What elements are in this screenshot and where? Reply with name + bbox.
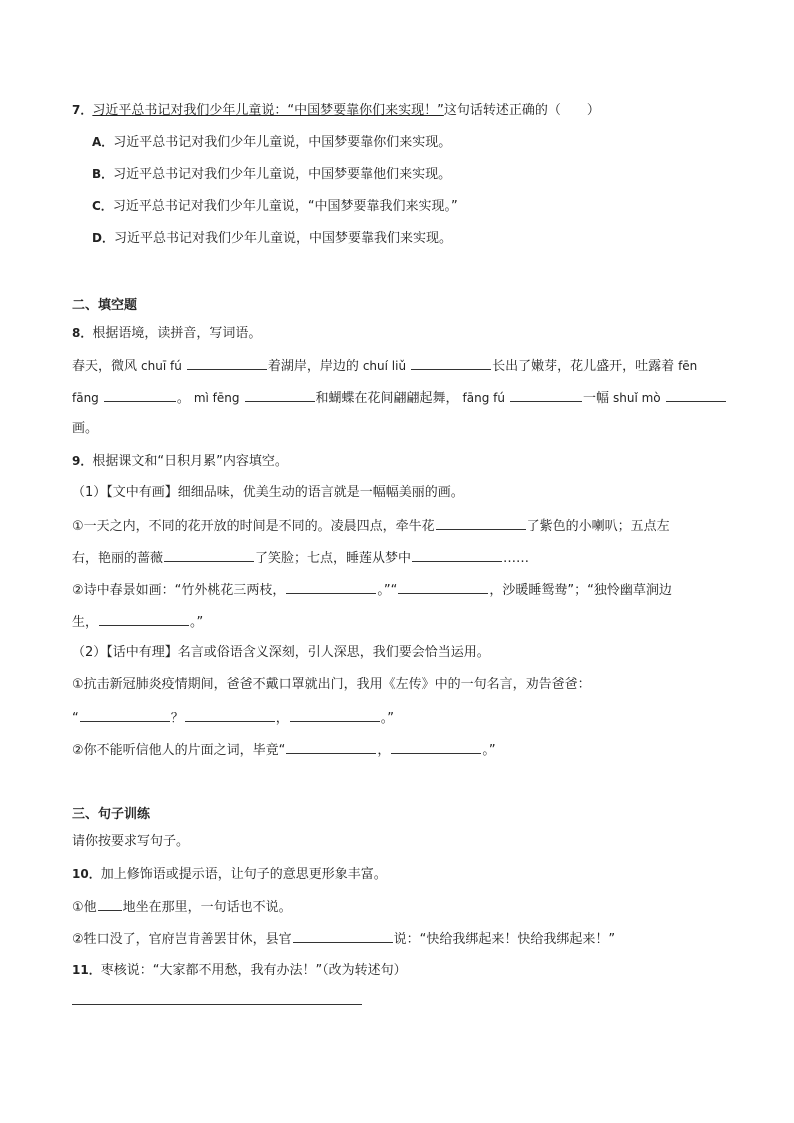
q11-answer-line[interactable] xyxy=(72,1004,362,1005)
q11-number: 11． xyxy=(72,963,101,977)
q8-number: 8． xyxy=(72,326,93,340)
q7-stem-quote: 习近平总书记对我们少年儿童说：“中国梦要靠你们来实现！” xyxy=(92,103,444,118)
section3-title: 三、句子训练 xyxy=(72,807,151,822)
blank[interactable] xyxy=(398,579,488,594)
q10-stem xyxy=(72,864,387,885)
q9-c1-line-1 xyxy=(72,515,670,537)
q7-stem xyxy=(72,100,600,121)
text: “ xyxy=(72,711,79,726)
blank[interactable] xyxy=(412,547,502,562)
blank[interactable] xyxy=(391,739,481,754)
q9-number: 9． xyxy=(72,454,93,468)
blank[interactable] xyxy=(245,387,315,402)
option-label: C． xyxy=(92,199,113,213)
text: ，沙暖睡鸳鸯”；“独怜幽草涧边 xyxy=(489,583,672,598)
blank[interactable] xyxy=(80,707,170,722)
option-label: A． xyxy=(92,135,114,149)
text: ？ xyxy=(170,711,184,726)
text: 说：“快给我绑起来！快给我绑起来！” xyxy=(393,932,616,947)
pinyin: mì fēng xyxy=(193,391,240,405)
text: 。 xyxy=(176,391,190,406)
q9-part2-heading: （2）【话中有理】名言或俗语含义深刻，引人深思，我们要会恰当运用。 xyxy=(72,645,490,660)
pinyin: fāng fú xyxy=(462,391,505,405)
blank[interactable] xyxy=(98,896,122,911)
text: ， xyxy=(275,711,289,726)
blank[interactable] xyxy=(104,387,176,402)
q9-c1-line-2 xyxy=(72,547,529,569)
q8-line-3: 画。 xyxy=(72,421,99,436)
q9-c2-line-1 xyxy=(72,579,672,601)
q7-option-d[interactable] xyxy=(92,228,452,249)
section2-title: 二、填空题 xyxy=(72,298,138,313)
q10-stem-text: 加上修饰语或提示语，让句子的意思更形象丰富。 xyxy=(100,867,387,882)
pinyin: chuī fú xyxy=(141,359,182,373)
text: ②牲口没了，官府岂肯善罢甘休，县官 xyxy=(72,932,292,947)
text: 生， xyxy=(72,615,99,630)
q10-sentence-1 xyxy=(72,896,292,918)
section3-intro: 请你按要求写句子。 xyxy=(72,834,190,849)
text: 和蝴蝶在花间翩翩起舞， xyxy=(315,391,459,406)
blank[interactable] xyxy=(187,355,267,370)
q8-line-2 xyxy=(72,387,727,409)
q8-stem-text: 根据语境，读拼音，写词语。 xyxy=(92,326,262,341)
q7-option-a[interactable] xyxy=(92,132,451,153)
q11-stem-text: 枣核说：“大家都不用愁，我有办法！”（改为转述句） xyxy=(100,963,407,978)
q9-stem xyxy=(72,451,288,472)
option-text: 习近平总书记对我们少年儿童说，中国梦要靠他们来实现。 xyxy=(113,167,452,182)
blank[interactable] xyxy=(164,547,254,562)
blank[interactable] xyxy=(99,611,189,626)
q7-stem-tail: 这句话转述正确的（ ） xyxy=(443,103,600,118)
q9-stem-text: 根据课文和“日积月累”内容填空。 xyxy=(92,454,288,469)
blank[interactable] xyxy=(286,579,376,594)
text: 右，艳丽的蔷薇 xyxy=(72,551,164,566)
option-text: 习近平总书记对我们少年儿童说，中国梦要靠我们来实现。 xyxy=(113,231,452,246)
blank[interactable] xyxy=(666,387,726,402)
text: ， xyxy=(377,743,391,758)
option-text: 习近平总书记对我们少年儿童说，“中国梦要靠我们来实现。” xyxy=(112,199,458,214)
blank[interactable] xyxy=(290,707,380,722)
pinyin: chuí liǔ xyxy=(362,359,407,373)
pinyin: fāng xyxy=(72,391,99,405)
q9-part1-heading: （1）【文中有画】细细品味，优美生动的语言就是一幅幅美丽的画。 xyxy=(72,485,464,500)
blank[interactable] xyxy=(293,928,393,943)
text: ①一天之内，不同的花开放的时间是不同的。凌晨四点，牵牛花 xyxy=(72,519,435,534)
option-text: 习近平总书记对我们少年儿童说，中国梦要靠你们来实现。 xyxy=(113,135,452,150)
option-label: D． xyxy=(92,231,114,245)
q7-option-b[interactable] xyxy=(92,164,451,185)
pinyin: fēn xyxy=(678,359,698,373)
text: 春天，微风 xyxy=(72,359,138,374)
blank[interactable] xyxy=(436,515,526,530)
blank[interactable] xyxy=(411,355,491,370)
text: 了紫色的小喇叭；五点左 xyxy=(526,519,670,534)
q8-stem xyxy=(72,323,261,344)
q9-d1-line-1: ①抗击新冠肺炎疫情期间，爸爸不戴口罩就出门，我用《左传》中的一句名言，劝告爸爸： xyxy=(72,677,591,692)
text: 一幅 xyxy=(582,391,609,406)
q11-stem xyxy=(72,960,407,981)
text: 。”“ xyxy=(377,583,398,598)
text: ②诗中春景如画：“竹外桃花三两枝， xyxy=(72,583,286,598)
text: 。” xyxy=(190,615,204,630)
q7-number: 7． xyxy=(72,103,93,117)
q9-d1-line-2 xyxy=(72,707,394,729)
text: 着湖岸，岸边的 xyxy=(267,359,359,374)
text: ①他 xyxy=(72,900,97,915)
option-label: B． xyxy=(92,167,114,181)
text: 了笑脸；七点，睡莲从梦中 xyxy=(255,551,412,566)
q8-line-1 xyxy=(72,355,701,377)
text: 地坐在那里，一句话也不说。 xyxy=(122,900,292,915)
q9-e1 xyxy=(72,739,496,761)
blank[interactable] xyxy=(510,387,582,402)
q10-number: 10． xyxy=(72,867,101,881)
q9-c2-line-2 xyxy=(72,611,203,633)
text: 。” xyxy=(482,743,496,758)
q10-sentence-2 xyxy=(72,928,615,950)
text: ②你不能听信他人的片面之词，毕竟“ xyxy=(72,743,286,758)
q7-option-c[interactable] xyxy=(92,196,458,217)
text: 长出了嫩芽，花儿盛开，吐露着 xyxy=(492,359,675,374)
text: 。” xyxy=(380,711,395,726)
blank[interactable] xyxy=(185,707,275,722)
pinyin: shuǐ mò xyxy=(612,391,661,405)
blank[interactable] xyxy=(286,739,376,754)
text: …… xyxy=(503,551,530,566)
